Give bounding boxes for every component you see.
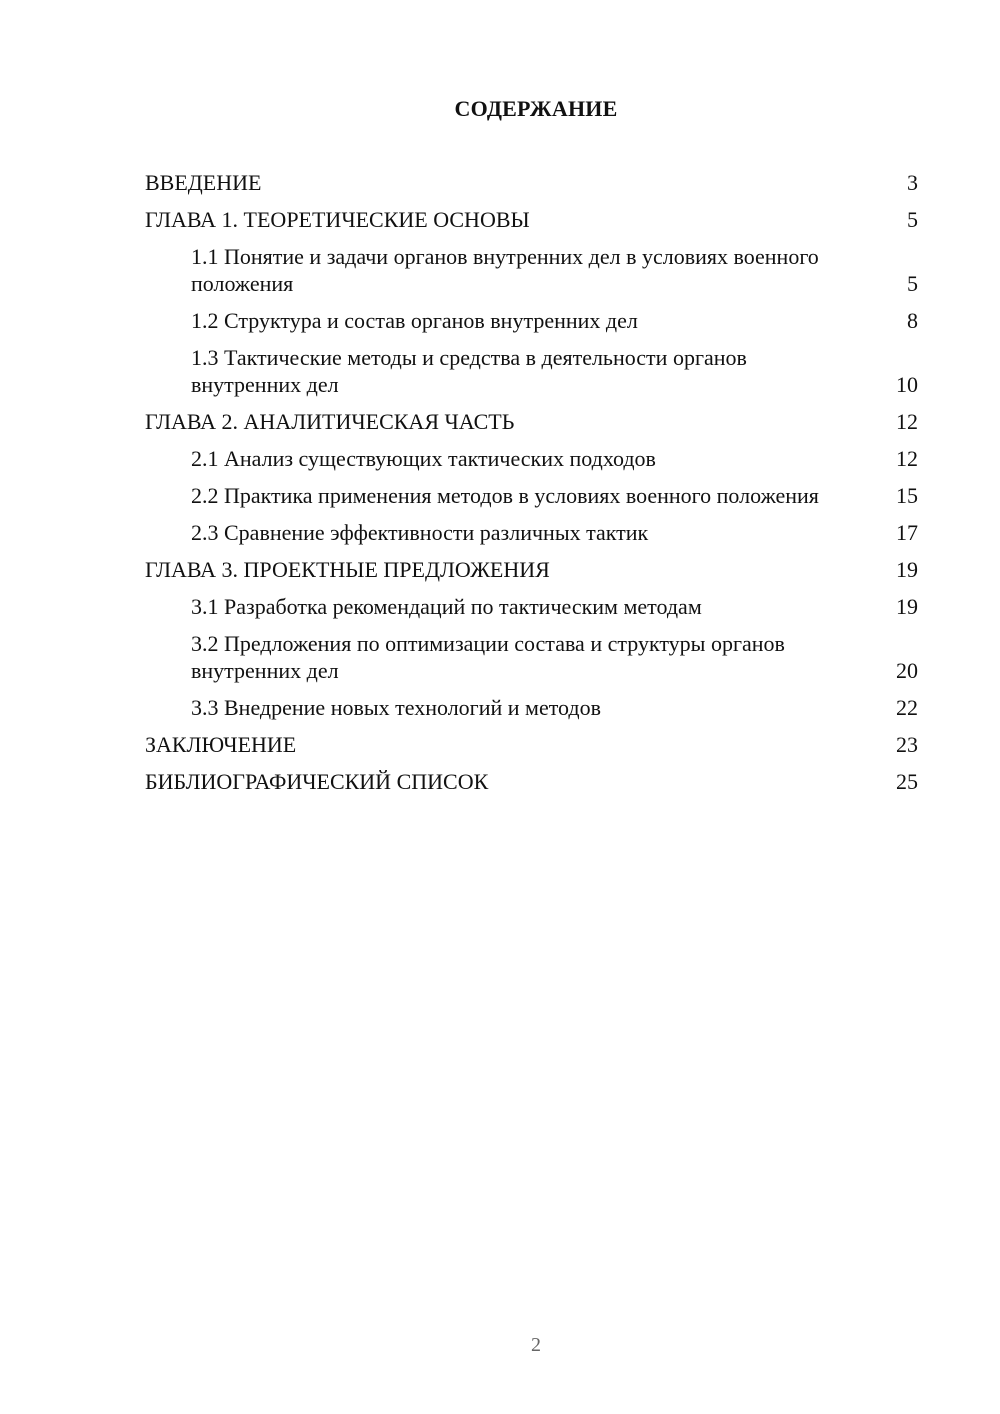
toc-entry-label: 1.1 Понятие и задачи органов внутренних дел в условиях военного положения: [191, 244, 819, 296]
toc-entry-page: 20: [896, 658, 918, 683]
toc-entry-label: 3.1 Разработка рекомендаций по тактическим методам: [191, 594, 702, 619]
toc-entry-chapter-1[interactable]: [145, 206, 918, 233]
toc-entry-section-3-1[interactable]: [145, 593, 918, 620]
toc-entry-page: 15: [896, 483, 918, 508]
toc-entry-page: 17: [896, 520, 918, 545]
toc-entry-label: 2.3 Сравнение эффективности различных тактик: [191, 520, 649, 545]
toc-entry-section-1-3[interactable]: [145, 344, 918, 398]
table-of-contents: [145, 169, 918, 805]
toc-entry-section-2-3[interactable]: [145, 519, 918, 546]
toc-entry-introduction[interactable]: [145, 169, 918, 196]
toc-entry-section-1-1[interactable]: [145, 243, 918, 297]
toc-entry-chapter-2[interactable]: [145, 408, 918, 435]
toc-entry-page: 3: [907, 170, 918, 195]
toc-entry-page: 5: [907, 271, 918, 296]
toc-entry-page: 22: [896, 695, 918, 720]
toc-entry-label: 2.2 Практика применения методов в условиях военного положения: [191, 483, 819, 508]
page-number: 2: [531, 1334, 541, 1356]
toc-entry-page: 25: [896, 769, 918, 794]
toc-entry-label: ГЛАВА 2. АНАЛИТИЧЕСКАЯ ЧАСТЬ: [145, 409, 515, 434]
toc-entry-label: 2.1 Анализ существующих тактических подходов: [191, 446, 656, 471]
toc-entry-section-3-3[interactable]: [145, 694, 918, 721]
toc-entry-section-2-2[interactable]: [145, 482, 918, 509]
toc-entry-label: ВВЕДЕНИЕ: [145, 170, 262, 195]
toc-entry-label: 3.3 Внедрение новых технологий и методов: [191, 695, 601, 720]
toc-entry-label: 1.2 Структура и состав органов внутренних дел: [191, 308, 638, 333]
toc-entry-label: ГЛАВА 3. ПРОЕКТНЫЕ ПРЕДЛОЖЕНИЯ: [145, 557, 550, 582]
toc-entry-label: БИБЛИОГРАФИЧЕСКИЙ СПИСОК: [145, 769, 489, 794]
toc-entry-conclusion[interactable]: [145, 731, 918, 758]
toc-entry-section-3-2[interactable]: [145, 630, 918, 684]
toc-entry-page: 19: [896, 594, 918, 619]
toc-entry-page: 12: [896, 446, 918, 471]
toc-entry-label: ЗАКЛЮЧЕНИЕ: [145, 732, 297, 757]
toc-entry-page: 10: [896, 372, 918, 397]
toc-entry-page: 23: [896, 732, 918, 757]
toc-entry-bibliography[interactable]: [145, 768, 918, 795]
toc-entry-page: 12: [896, 409, 918, 434]
toc-entry-page: 5: [907, 207, 918, 232]
toc-entry-chapter-3[interactable]: [145, 556, 918, 583]
toc-entry-page: 19: [896, 557, 918, 582]
page-title: СОДЕРЖАНИЕ: [454, 96, 618, 121]
toc-entry-page: 8: [907, 308, 918, 333]
toc-entry-section-1-2[interactable]: [145, 307, 918, 334]
toc-entry-label: ГЛАВА 1. ТЕОРЕТИЧЕСКИЕ ОСНОВЫ: [145, 207, 530, 232]
toc-entry-label: 3.2 Предложения по оптимизации состава и структуры органов внутренних дел: [191, 631, 785, 683]
toc-entry-section-2-1[interactable]: [145, 445, 918, 472]
toc-entry-label: 1.3 Тактические методы и средства в деятельности органов внутренних дел: [191, 345, 747, 397]
